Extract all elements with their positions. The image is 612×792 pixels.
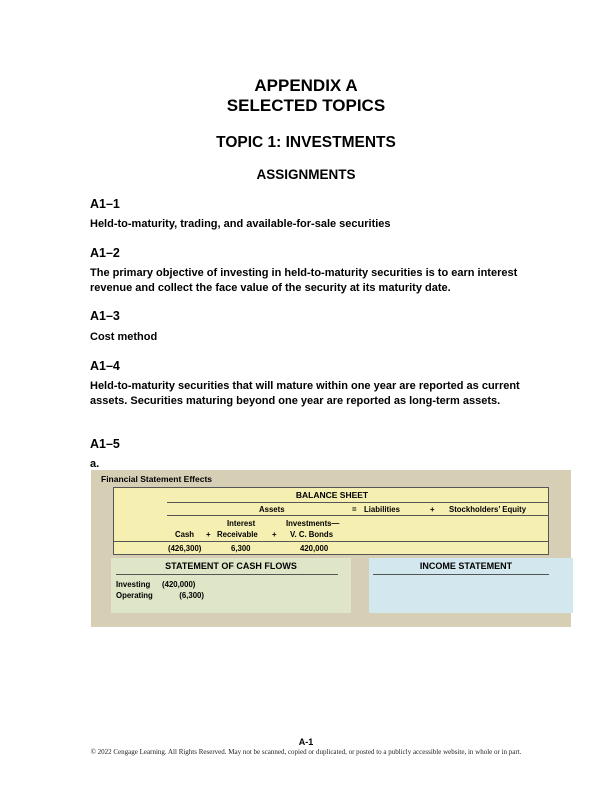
divider (167, 502, 548, 503)
item-text: Held-to-maturity securities that will mature within one year are reported as current assets. Securities maturing beyond one year are reported as long-term assets. (90, 380, 520, 407)
statement-of-cash-flows (111, 558, 351, 613)
item-text: The primary objective of investing in held-to-maturity securities is to earn interest revenue and collect the face value of the security at its maturity date. (90, 267, 518, 294)
equals-sign: = (352, 505, 357, 514)
cash-flows-title: STATEMENT OF CASH FLOWS (165, 561, 297, 571)
appendix-title: APPENDIX A (254, 76, 358, 95)
financial-statement-effects (91, 470, 571, 627)
assets-header: Assets (259, 505, 285, 514)
divider (167, 515, 548, 516)
item-part-label: a. (90, 458, 100, 470)
divider (114, 541, 548, 542)
balance-sheet (113, 487, 549, 555)
plus-sign: + (430, 505, 435, 514)
fse-title: Financial Statement Effects (101, 474, 213, 484)
interest-header: Interest (227, 519, 256, 528)
income-statement (369, 558, 573, 613)
investments-header: Investments— (286, 519, 340, 528)
appendix-heading (0, 76, 612, 116)
appendix-subtitle: SELECTED TOPICS (226, 96, 386, 115)
item-text: Cost method (90, 331, 158, 343)
item-text: Held-to-maturity, trading, and available-for-sale securities (90, 218, 391, 230)
cash-flow-value: (420,000) (162, 580, 196, 589)
item-id: A1–5 (90, 437, 120, 451)
divider (373, 574, 549, 575)
cash-header: Cash (175, 530, 195, 539)
divider (116, 574, 338, 575)
bonds-header: V. C. Bonds (290, 530, 334, 539)
item-id: A1–1 (90, 197, 120, 211)
liabilities-header: Liabilities (364, 505, 400, 514)
item-id: A1–3 (90, 309, 120, 323)
copyright-notice: © 2022 Cengage Learning. All Rights Reserved. May not be scanned, copied or duplicated, or posted to a publicly accessible website, in whole or in part. (90, 748, 522, 756)
receivable-header: Receivable (217, 530, 258, 539)
item-id: A1–2 (90, 246, 120, 260)
assignments-title: ASSIGNMENTS (256, 167, 356, 182)
cash-flow-value: (6,300) (179, 591, 204, 600)
investments-value: 420,000 (300, 544, 329, 553)
income-statement-title: INCOME STATEMENT (419, 561, 513, 571)
balance-sheet-title: BALANCE SHEET (295, 490, 369, 500)
interest-receivable-value: 6,300 (231, 544, 251, 553)
plus-sign: + (272, 530, 277, 539)
topic-title: TOPIC 1: INVESTMENTS (216, 134, 396, 151)
cash-value: (426,300) (168, 544, 202, 553)
page-number: A-1 (298, 737, 314, 747)
equity-header: Stockholders’ Equity (449, 505, 527, 514)
cash-flow-row (116, 591, 204, 600)
item-id: A1–4 (90, 359, 120, 373)
cash-flow-label: Operating (116, 591, 153, 600)
plus-sign: + (206, 530, 211, 539)
cash-flow-label: Investing (116, 580, 151, 589)
cash-flow-row (116, 580, 195, 589)
